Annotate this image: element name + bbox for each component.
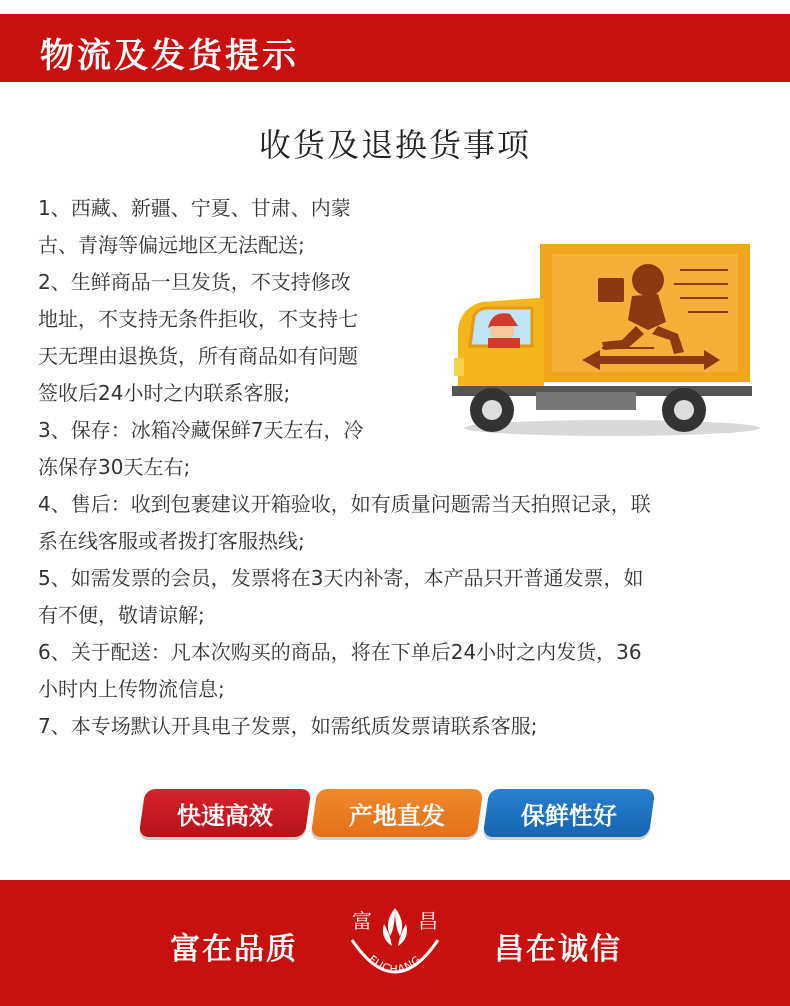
feature-badges (142, 789, 652, 841)
badge-label: 快速高效 (177, 801, 273, 830)
logo-arc-text: FUCHANG (365, 952, 425, 977)
header-title: 物流及发货提示 (40, 36, 299, 76)
badge-label: 保鲜性好 (521, 801, 617, 830)
footer-band (0, 880, 790, 1006)
fuchang-logo-icon (340, 894, 450, 994)
notice-item: 5、如需发票的会员，发票将在3天内补寄，本产品只开普通发票，如 有不便，敬请谅解; (38, 566, 644, 627)
badge-label: 产地直发 (349, 801, 445, 830)
delivery-truck-icon (452, 238, 762, 438)
notice-item: 3、保存：冰箱冷藏保鲜7天左右，冷 冻保存30天左右; (38, 418, 364, 479)
badge-fast (139, 789, 312, 837)
notice-item: 1、西藏、新疆、宁夏、甘肃、内蒙 古、青海等偏远地区无法配送; (38, 196, 351, 257)
badge-origin (311, 789, 484, 837)
notice-item: 2、生鲜商品一旦发货，不支持修改 地址，不支持无条件拒收，不支持七 天无理由退换货，所有商品如有问题 签收后24小时之内联系客服; (38, 270, 358, 405)
notice-item: 7、本专场默认开具电子发票，如需纸质发票请联系客服; (38, 714, 538, 738)
logo-char-right: 昌 (418, 909, 438, 933)
notice-item: 4、售后：收到包裹建议开箱验收，如有质量问题需当天拍照记录，联 系在线客服或者拨打客服热线; (38, 492, 651, 553)
logo-char-left: 富 (352, 909, 372, 933)
badge-fresh (483, 789, 656, 837)
footer-slogan-left: 富在品质 (170, 932, 298, 967)
section-title: 收货及退换货事项 (258, 126, 531, 164)
notice-item: 6、关于配送：凡本次购买的商品，将在下单后24小时之内发货，36 小时内上传物流信息; (38, 640, 642, 701)
footer-slogan-right: 昌在诚信 (494, 932, 622, 967)
